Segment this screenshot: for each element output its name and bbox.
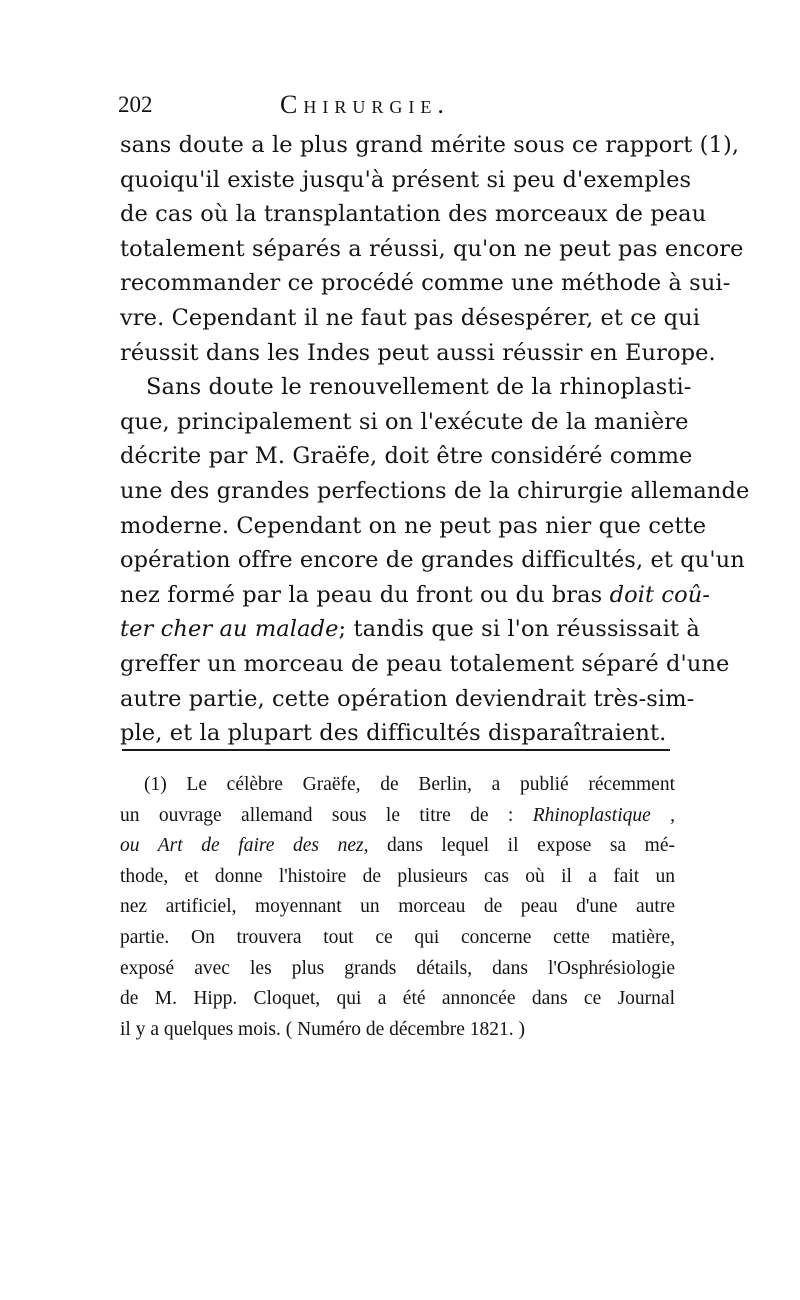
text-segment: décrite par M. Graëfe, doit être considéré comme (120, 443, 693, 470)
italic-text: ou Art de faire des nez (120, 835, 364, 857)
body-line (120, 336, 716, 371)
body-line (120, 163, 692, 198)
text-segment: totalement séparés a réussi, qu'on ne peut pas encore (120, 235, 744, 262)
text-segment: sans doute a le plus grand mérite sous ce rapport (1), (120, 132, 740, 158)
text-segment: exposé avec les plus grands détails, dans l'Osphrésiologie (120, 957, 675, 979)
text-segment: ; tandis que si l'on réussissait à (338, 616, 700, 643)
italic-text: ter cher au malade (120, 616, 339, 643)
text-segment: que, principalement si on l'exécute de la manière (120, 408, 689, 435)
text-segment: thode, et donne l'histoire de plusieurs cas où il a fait un (120, 865, 675, 887)
text-segment: ple, et la plupart des difficultés disparaîtraient. (120, 720, 667, 747)
body-line (120, 197, 707, 232)
footnote-line (120, 862, 675, 893)
body-line (120, 509, 707, 544)
body-line (120, 301, 701, 336)
text-segment: (1) Le célèbre Graëfe, de Berlin, a publié récemment (144, 774, 675, 795)
text-segment: quoiqu'il existe jusqu'à présent si peu d'exemples (120, 166, 692, 193)
body-line (120, 682, 695, 717)
footnote-line (120, 831, 675, 862)
body-line (120, 716, 675, 751)
footnote (120, 770, 675, 1045)
body-line (120, 439, 693, 474)
footnote-line (120, 770, 675, 801)
footnote-separator-rule (122, 749, 670, 751)
text-segment: de cas où la transplantation des morceaux de peau (120, 201, 707, 228)
text-segment: Sans doute le renouvellement de la rhinoplasti- (146, 374, 692, 401)
text-segment: de M. Hipp. Cloquet, qui a été annoncée dans ce Journal (120, 988, 675, 1010)
footnote-line (120, 984, 675, 1015)
footnote-line (120, 892, 675, 923)
text-segment: vre. Cependant il ne faut pas désespérer, et ce qui (120, 304, 701, 331)
body-line (120, 405, 689, 440)
footnote-line (120, 1015, 675, 1046)
text-segment: moderne. Cependant on ne peut pas nier que cette (120, 512, 707, 539)
main-text (120, 128, 750, 751)
text-segment: partie. On trouvera tout ce qui concerne cette matière, (120, 926, 675, 948)
text-segment: greffer un morceau de peau totalement séparé d'une (120, 650, 730, 677)
body-line (120, 474, 750, 509)
body-line (120, 612, 700, 647)
page-header (118, 92, 678, 132)
body-line (120, 266, 731, 301)
body-line (120, 647, 730, 682)
footnote-line (120, 801, 675, 832)
text-segment: il y a quelques mois. ( Numéro de décembre 1821. ) (120, 1018, 526, 1040)
italic-text: Rhinoplastique , (532, 804, 676, 826)
body-line (120, 232, 744, 267)
footnote-line (120, 923, 675, 954)
text-segment: recommander ce procédé comme une méthode à sui- (120, 270, 731, 297)
body-line (120, 543, 745, 578)
text-segment: nez artificiel, moyennant un morceau de peau d'une autre (120, 896, 675, 918)
body-line (120, 578, 711, 613)
text-segment: réussit dans les Indes peut aussi réussir en Europe. (120, 339, 716, 366)
text-segment: un ouvrage allemand sous le titre de : (120, 804, 533, 826)
body-line (120, 370, 692, 405)
text-segment: nez formé par la peau du front ou du bras (120, 581, 610, 608)
text-segment: opération offre encore de grandes difficultés, et qu'un (120, 547, 745, 574)
body-line (120, 128, 740, 163)
page-number: 202 (118, 92, 153, 117)
running-head: Chirurgie. (280, 90, 450, 119)
text-segment: une des grandes perfections de la chirurgie allemande (120, 477, 750, 504)
italic-text: doit coû- (609, 581, 711, 608)
footnote-line (120, 954, 675, 985)
text-segment: , dans lequel il expose sa mé- (363, 835, 675, 857)
text-segment: autre partie, cette opération deviendrait très-sim- (120, 685, 695, 712)
